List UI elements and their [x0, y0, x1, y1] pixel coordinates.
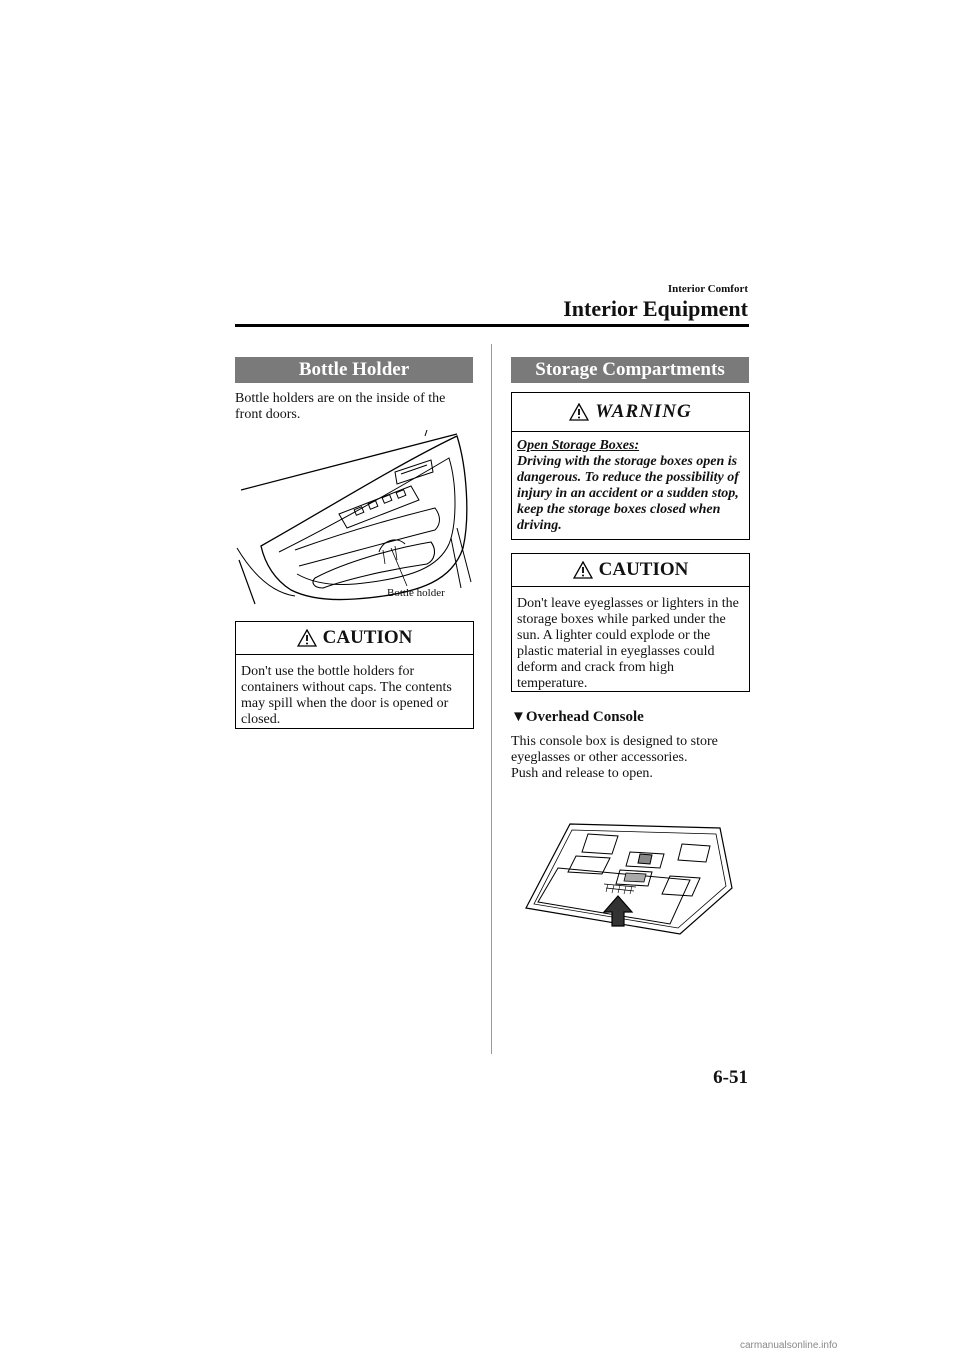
subsection-title: Overhead Console — [525, 709, 644, 725]
warning-title: WARNING — [595, 401, 692, 422]
warning-triangle-icon — [569, 403, 589, 421]
warning-triangle-icon — [297, 629, 317, 647]
caution-header — [236, 622, 473, 655]
warning-box — [511, 392, 750, 540]
bottle-holder-intro: Bottle holders are on the inside of the front doors. — [235, 391, 446, 422]
caution-text: Don't leave eyeglasses or lighters in the storage boxes while parked under the sun. A lighter could explode or the plastic material in eyeglasses could deform and crack from high temperature. — [517, 596, 739, 691]
overhead-console-line1: This console box is designed to store eyeglasses or other accessories. — [511, 734, 718, 765]
caution-box-storage — [511, 553, 750, 692]
section-heading-storage-compartments: Storage Compartments — [511, 357, 749, 383]
warning-header — [512, 393, 749, 432]
caution-header — [512, 554, 749, 587]
caution-title: CAUTION — [322, 627, 413, 648]
footer-watermark: carmanualsonline.info — [740, 1340, 838, 1351]
header-rule — [235, 324, 749, 327]
caution-box-bottle — [235, 621, 474, 729]
header-section: Interior Comfort — [667, 283, 748, 295]
warning-text: Driving with the storage boxes open is dangerous. To reduce the possibility of injury in an accident or a sudden stop, keep the storage boxes closed when driving. — [517, 454, 739, 533]
overhead-console-illustration — [520, 816, 750, 936]
header-title: Interior Equipment — [563, 296, 748, 321]
overhead-console-line2: Push and release to open. — [511, 766, 653, 781]
door-panel-illustration — [235, 428, 473, 606]
caution-text: Don't use the bottle holders for containers without caps. The contents may spill when the door is opened or closed. — [241, 664, 452, 727]
overhead-console-text — [511, 734, 747, 782]
warning-triangle-icon — [573, 561, 593, 579]
warning-body — [512, 432, 749, 542]
section-heading-bottle-holder: Bottle Holder — [235, 357, 473, 383]
bottle-holder-callout: Bottle holder — [387, 587, 445, 599]
warning-lead: Open Storage Boxes: — [517, 438, 640, 453]
subsection-marker: ▼ — [511, 709, 526, 725]
caution-title: CAUTION — [598, 559, 689, 580]
page-number: 6-51 — [713, 1067, 748, 1088]
subsection-overhead-console — [511, 709, 644, 726]
column-divider — [491, 344, 492, 1054]
